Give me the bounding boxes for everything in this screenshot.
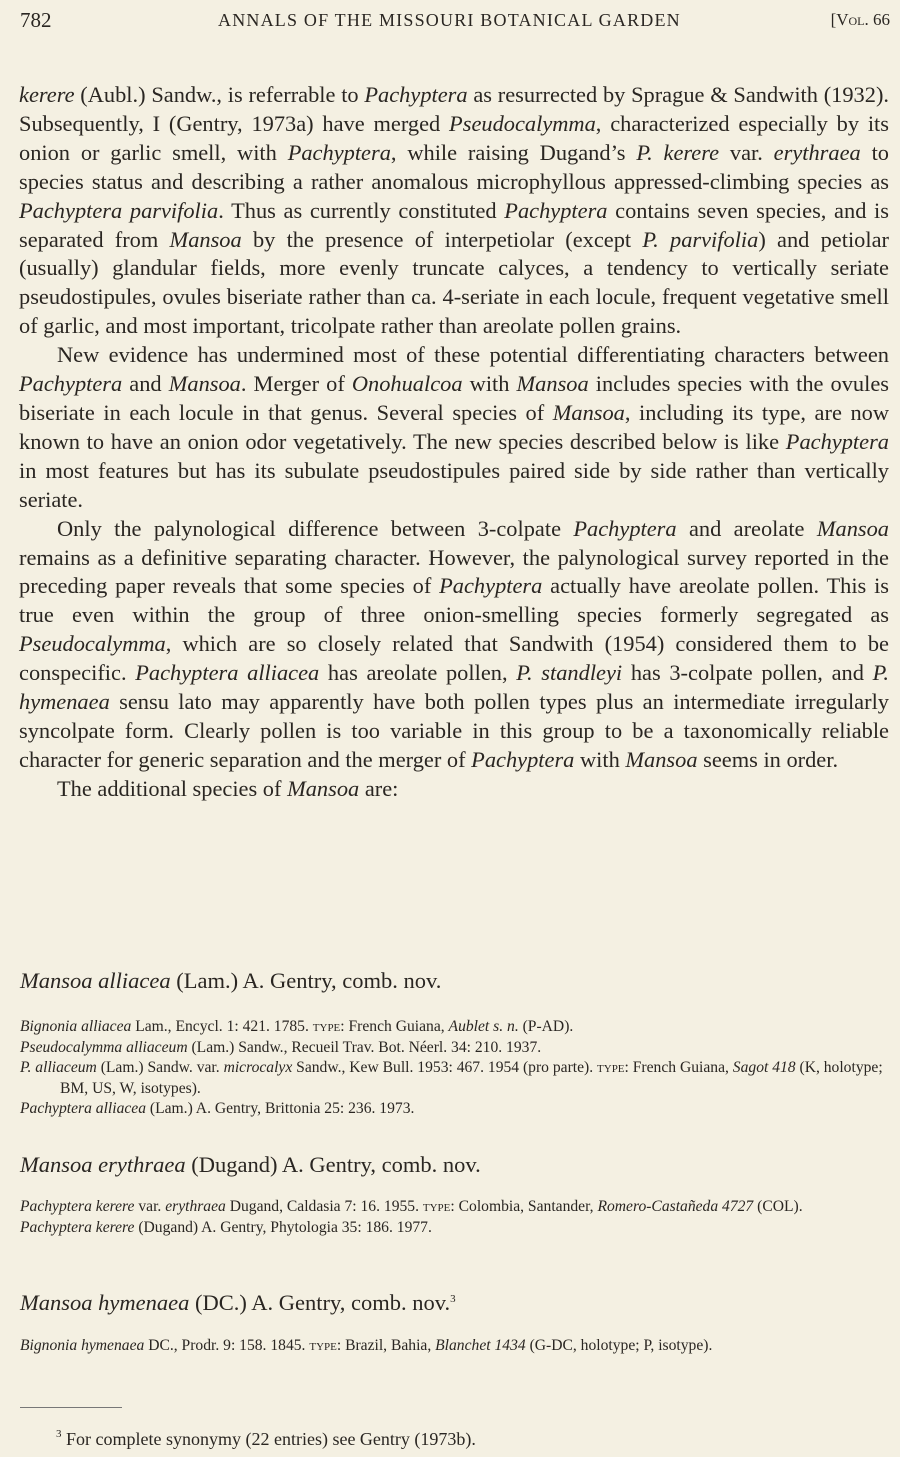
italic-text: P. alliaceum [20,1059,97,1076]
text-run: (Lam.) Sandw., Recueil Trav. Bot. Néerl. 34: 210. 1937. [187,1038,542,1056]
italic-text: Pachyptera [573,515,677,541]
text-run: in most features but has its subulate pseudostipules paired side by side rather than vertically seriate. [19,457,889,512]
italic-text: P. hymenaea [19,660,889,715]
italic-text: Pachyptera kerere [20,1218,135,1236]
text-run: with [462,371,517,397]
text-run: includes species with the ovules biseriate in each locule in that genus. Several species of [19,371,889,425]
text-run: (Aubl.) Sandw., is referrable to [74,82,365,107]
text-run: by the presence of interpetiolar (except [241,226,643,252]
text-run: New evidence has undermined most of these potential differentiating characters between [57,342,889,368]
text-run: (P-AD). [518,1018,574,1035]
text-run: has areolate pollen, [319,660,517,686]
synonym-entry [20,1038,890,1059]
paragraph [19,341,889,514]
italic-text: Pachyptera [504,197,608,223]
italic-text: P. kerere [636,139,720,165]
italic-text: P. standleyi [516,660,623,686]
text-run: , including its type, are now known to have an onion odor vegetatively. The new species described below is like [19,399,889,454]
italic-text: Pseudocalymma [19,631,166,657]
text-run: Dugand, Caldasia 7: 16. 1955. [225,1198,423,1215]
synonymy-block [20,1017,890,1120]
text-run: (K, holotype; BM, US, W, isotypes). [60,1059,883,1097]
italic-text: Pseudocalymma alliaceum [20,1038,188,1056]
text-run: , while raising Dugand’s [390,139,637,165]
text-run: sensu lato may apparently have both pollen types plus an intermediate irregularly syncolpate form. Clearly pollen is too variable in this group to be a taxonomically reliable character for generic separation and the merger of [19,689,889,772]
synonym-entry [20,1336,890,1357]
synonym-entry [20,1017,890,1038]
text-run: seems in order. [697,746,839,772]
text-run: . Merger of [240,371,352,397]
text-run: The additional species of [57,775,288,801]
italic-text: Pachyptera [287,139,391,165]
text-run: to species status and describing a rather anomalous microphyllous appressed-climbing species as [19,139,889,194]
text-run: . Thus as currently constituted [218,197,505,223]
text-run: : Brazil, Bahia, [336,1337,436,1354]
text-run: : French Guiana, [340,1018,449,1035]
italic-text: Mansoa [552,399,625,425]
italic-text: Mansoa [287,775,360,801]
italic-text: Bignonia alliacea [20,1018,132,1035]
italic-text: Pachyptera [439,573,543,599]
italic-text: Pachyptera alliacea [135,660,320,686]
page-number: 782 [20,8,52,32]
italic-text: erythraea [773,139,861,165]
text-run: has 3-colpate pollen, and [622,660,873,686]
species-authority: (Lam.) A. Gentry, comb. nov. [170,968,442,993]
body-text [19,81,889,804]
paragraph [19,515,889,775]
text-run: Lam., Encycl. 1: 421. 1785. [131,1018,313,1035]
text-run: Only the palynological difference between 3-colpate [57,515,574,541]
text-run: (Lam.) A. Gentry, Brittonia 25: 236. 1973. [146,1100,415,1117]
text-run: (G-DC, holotype; P, isotype). [525,1337,713,1354]
synonym-entry [20,1099,890,1120]
species-heading [20,968,441,994]
text-run: (COL). [753,1198,803,1215]
species-name: Mansoa hymenaea [20,1290,190,1315]
italic-text: Romero-Castañeda 4727 [597,1198,754,1215]
species-name: Mansoa alliacea [20,968,171,993]
text-run: (Dugand) A. Gentry, Phytologia 35: 186. 1977. [134,1218,432,1236]
text-run: var. [134,1198,166,1215]
synonymy-block [20,1197,890,1238]
journal-title: ANNALS OF THE MISSOURI BOTANICAL GARDEN [218,10,681,30]
text-run: and areolate [676,515,817,541]
synonym-entry [20,1197,890,1218]
type-label: type [312,1018,341,1035]
italic-text: Mansoa [516,371,589,397]
italic-text: Pachyptera parvifolia [19,197,219,223]
paragraph [19,81,889,341]
text-run: actually have areolate pollen. This is true even within the group of three onion-smelling species formerly segregated as [19,573,889,628]
italic-text: Onohualcoa [351,371,463,397]
paragraph [19,775,889,804]
italic-text: P. parvifolia [642,226,759,252]
italic-text: Blanchet 1434 [435,1337,526,1354]
footnote-reference[interactable]: 3 [450,1293,456,1305]
italic-text: Sagot 418 [732,1059,796,1076]
text-run: with [574,746,626,772]
footnote [56,1428,476,1450]
volume-label: [Vol. 66 [830,10,890,29]
text-run: contains seven species, and is separated from [19,197,889,252]
footnote-marker: 3 [56,1428,62,1440]
synonym-entry [20,1058,890,1099]
text-run: : French Guiana, [624,1059,733,1076]
italic-text: Pseudocalymma [449,110,596,136]
italic-text: Bignonia hymenaea [20,1337,145,1354]
running-header [20,6,890,36]
species-authority: (Dugand) A. Gentry, comb. nov. [185,1152,481,1177]
text-run: Sandw., Kew Bull. 1953: 467. 1954 (pro parte). [292,1059,598,1076]
text-run: , which are so closely related that Sandwith (1954) considered them to be conspecific. [19,631,889,686]
text-run: (Lam.) Sandw. var. [96,1059,224,1076]
italic-text: Pachyptera [364,82,468,107]
italic-text: kerere [19,82,75,107]
text-run: var. [719,139,774,165]
text-run: : Colombia, Santander, [450,1198,598,1215]
italic-text: Aublet s. n. [448,1018,519,1035]
synonymy-block [20,1336,890,1357]
text-run: and [122,371,169,397]
synonym-entry [20,1218,890,1239]
italic-text: Mansoa [169,226,242,252]
text-run: as resurrected by Sprague & Sandwith (1932). Subsequently, I (Gentry, 1973a) have merged [19,82,890,136]
type-label: type [597,1059,625,1076]
italic-text: erythraea [165,1198,226,1215]
italic-text: microcalyx [223,1059,293,1076]
italic-text: Pachyptera alliacea [20,1100,147,1117]
text-run: DC., Prodr. 9: 158. 1845. [144,1337,310,1354]
italic-text: Pachyptera [19,371,123,397]
text-run: remains as a definitive separating character. However, the palynological survey reported in the preceding paper reveals that some species of [19,544,889,599]
type-label: type [422,1198,451,1215]
italic-text: Pachyptera [471,746,575,772]
type-label: type [309,1337,337,1354]
footnote-text: For complete synonymy (22 entries) see Gentry (1973b). [61,1429,476,1449]
text-run: ) and petiolar (usually) glandular fields, more evenly truncate calyces, a tendency to vertically seriate pseudostipules, ovules biseriate rather than ca. 4-seriate in each locule, frequent vegetative smell of garlic, and most important, tricolpate rather than areolate pollen grains. [19,226,889,339]
species-heading [20,1152,481,1178]
species-authority: (DC.) A. Gentry, comb. nov. [189,1290,451,1315]
italic-text: Mansoa [816,515,889,541]
italic-text: Pachyptera kerere [20,1198,135,1215]
species-name: Mansoa erythraea [20,1152,186,1177]
italic-text: Mansoa [168,371,241,397]
italic-text: Pachyptera [785,428,889,454]
text-run: , characterized especially by its onion or garlic smell, with [19,110,889,165]
text-run: are: [359,775,399,801]
italic-text: Mansoa [625,746,698,772]
footnote-divider [20,1407,122,1408]
species-heading [20,1290,456,1316]
